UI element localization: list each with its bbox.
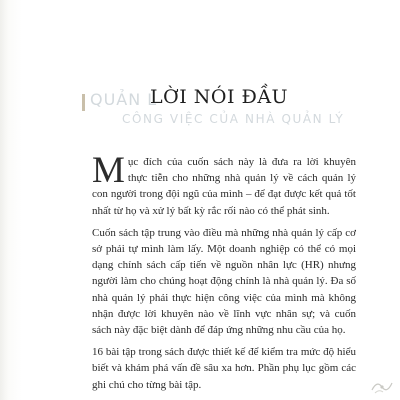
watermark-heading: QUẢN L bbox=[90, 90, 158, 109]
title-accent-bar bbox=[82, 94, 85, 111]
watermark-subheading: CÔNG VIỆC CỦA NHÀ QUẢN LÝ bbox=[122, 112, 345, 126]
paragraph-1 bbox=[92, 150, 356, 219]
body-text bbox=[92, 150, 356, 399]
chapter-header bbox=[82, 88, 362, 138]
ornament-icon bbox=[370, 378, 394, 396]
paragraph-2: Cuốn sách tập trung vào điều mà những nhà quản lý cấp cơ sở phải tự mình làm lấy. Một doanh nghiệp có thể có mọi dạng chính sách cấp tiến về nguồn nhân lực (HR) nhưng người làm cho chúng hoạt động chính là nhà quản lý. Đa số nhà quản lý phải thực hiện công việc của mình mà không nhận được lời khuyên nào về lĩnh vực nhân sự; và cuốn sách này đặc biệt dành để đáp ứng những nhu cầu của họ. bbox=[92, 226, 356, 337]
paragraph-1-text: ục đích của cuốn sách này là đưa ra lời khuyên thực tiễn cho những nhà quản lý về cách quản lý con người trong đội ngũ của mình – để đạt được kết quả tốt nhất từ họ và xử lý bất kỳ rắc rối nào có thể phát sinh. bbox=[92, 156, 356, 217]
page-title: LỜI NÓI ĐẦU bbox=[150, 86, 289, 108]
drop-cap: M bbox=[92, 150, 125, 191]
paragraph-3: 16 bài tập trong sách được thiết kế để kiểm tra mức độ hiểu biết và khám phá vấn đề sâu xa hơn. Phần phụ lục gồm các ghi chú cho từng bài tập. bbox=[92, 346, 356, 391]
